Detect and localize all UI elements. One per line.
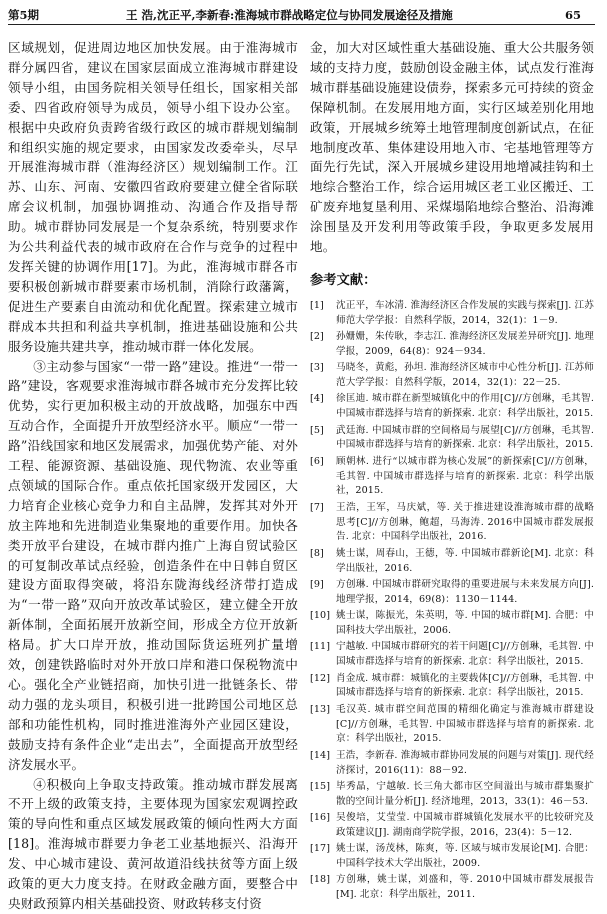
reference-number: [17] [310,843,331,855]
reference-number: [10] [310,610,331,622]
reference-number: [18] [310,874,331,886]
reference-text: 王浩，王军，马庆斌，等. 关于推进建设淮海城市群的战略思考[C]//方创琳，鲍超，马海涛. 2016中国城市群发展报告. 北京：中国科学出版社，2016. [336,501,594,543]
reference-number: [2] [310,331,324,343]
reference-number: [14] [310,749,331,761]
reference-number: [13] [310,703,331,715]
reference-text: 姚士谋，汤茂林，陈爽，等. 区域与城市发展论[M]. 合肥：中国科学技术大学出版社，2009. [336,843,594,870]
reference-item [310,455,594,499]
reference-number: [16] [310,812,331,824]
reference-item [310,424,594,454]
reference-number: [9] [310,578,324,590]
reference-item [310,609,594,639]
reference-text: 宁越敏. 中国城市群研究的若干问题[C]//方创琳，毛其智. 中国城市群选择与培育的新探索. 北京：科学出版社，2015. [336,641,594,668]
reference-text: 王浩，李新春. 淮海城市群协同发展的问题与对策[J]. 现代经济探讨，2016(11)：88－92. [336,749,594,776]
reference-text: 姚士谋，陈振光，朱英明，等. 中国的城市群[M]. 合肥：中国科技大学出版社，2006. [336,610,594,636]
reference-item [310,330,594,360]
reference-text: 沈正平，车冰清. 淮海经济区合作发展的实践与探索[J]. 江苏师范大学学报：自然科学版，2014，32(1)：1－9. [336,299,594,326]
reference-text: 毛汉英. 城市群空间范围的精细化确定与淮海城市群建设[C]//方创琳，毛其智. 中国城市群选择与培育的新探索. 北京：科学出版社，2015. [336,703,594,745]
reference-item [310,640,594,670]
reference-item [310,299,594,329]
reference-text: 孙姗姗，朱传耿，李志江. 淮海经济区发展差异研究[J]. 地理学报，2009，64(8)：924－934. [336,331,594,357]
paragraph: 区域规划，促进周边地区加快发展。由于淮海城市群分属四省，建议在国家层面成立淮海城市群建设领导小组，由国务院相关领导任组长，国家相关部委、四省政府领导为成员，领导小组下设办公室。根据中央政府负责跨省级行政区的城市群规划编制和组织实施的规定要求，由国家发改委牵头，尽早开展淮海城市群（淮海经济区）规划编制工作。江苏、山东、河南、安徽四省政府要建立健全省际联席会议机制，加强协调推动、沟通合作及指导帮助。城市群协同发展是一个复杂系统，特别要求作为公共利益代表的城市政府在合作与竞争的过程中发挥关键的协调作用[17]。为此，淮海城市群各市要积极创新城市群要素市场机制，消除行政藩篱，促进生产要素自由流动和优化配置。探索建立城市群成本共担和利益共享机制，推进基础设施和公共服务设施共建共享，推动城市群一体化发展。 [8,40,298,354]
reference-text: 姚士谋，周春山，王德，等. 中国城市群新论[M]. 北京：科学出版社，2016. [336,547,594,574]
reference-item [310,811,594,841]
page-number: 65 [564,8,581,22]
reference-text: 肖金成. 城市群：城镇化的主要载体[C]//方创琳，毛其智. 中国城市群选择与培育的新探索. 北京：科学出版社，2015. [336,672,594,699]
reference-item [310,672,594,702]
reference-item [310,361,594,391]
left-column [8,38,298,914]
reference-number: [3] [310,362,324,374]
reference-item [310,392,594,422]
reference-item [310,780,594,810]
reference-number: [6] [310,455,324,467]
reference-text: 顾朝林. 进行“以城市群为核心发展”的新探索[C]//方创琳，毛其智. 中国城市群选择与培育的新探索. 北京：科学出版社，2015. [336,455,594,497]
reference-number: [1] [310,299,324,311]
reference-item [310,703,594,747]
reference-item [310,873,594,903]
reference-number: [8] [310,547,324,559]
reference-text: 方创琳，姚士谋，刘盛和，等. 2010中国城市群发展报告[M]. 北京：科学出版社，2011. [336,874,594,901]
reference-item [310,749,594,779]
paragraph: ③主动参与国家“一带一路”建设。推进“一带一路”建设，客观要求淮海城市群各城市充分发挥比较优势，实行更加积极主动的开放战略，加强东中西互动合作，全面提升开放型经济水平。顺应“一带一路”沿线国家和地区发展需求，加强优势产能、对外工程、能源资源、基础设施、现代物流、农业等重点领域的国际合作。重点依托国家级开发园区，大力培育企业核心竞争力和自主品牌，发挥其对外开放主阵地和先进制造业集聚地的重要作用。加快各类开放平台建设，在城市群内推广上海自贸试验区的可复制改革试点经验，创造条件在中日韩自贸区建设方面取得突破，将沿东陇海线经济带打造成为“一带一路”双向开放改革试验区，建立健全开放新体制，全面拓展开放新空间，形成全方位开放新格局。扩大口岸开放，推动国际货运班列扩量增效，创建铁路临时对外开放口岸和港口保税物流中心。强化全产业链招商，加快引进一批链条长、带动力强的龙头项目，积极引进一批跨国公司地区总部和功能性机构，同时推进淮海外产业园区建设，鼓励支持有条件企业“走出去”，全面提高开放型经济发展水平。 [8,358,298,772]
issue-number: 第5期 [8,8,40,22]
running-title: 王 浩,沈正平,李新春:淮海城市群战略定位与协同发展途径及措施 [126,8,453,22]
reference-text: 武廷海. 中国城市群的空间格局与展望[C]//方创琳，毛其智. 中国城市群选择与培育的新探索. 北京：科学出版社，2015. [336,424,594,451]
reference-number: [12] [310,672,331,684]
paragraph: ④积极向上争取支持政策。推动城市群发展离不开上级的政策支持，主要体现为国家宏观调控政策的导向性和重点区域发展政策的倾向性两大方面[18]。淮海城市群要力争老工业基地振兴、沿海开发、中心城市建设、黄河故道沿线扶贫等方面上级政策的更大力度支持。在财政金融方面，要整合中央财政预算内相关基础投资、财政转移支付资 [8,776,298,911]
reference-text: 马晓冬，黄彪，孙坦. 淮海经济区城市中心性分析[J]. 江苏师范大学学报：自然科学版，2014，32(1)：22－25. [336,362,594,389]
running-header [8,6,595,25]
reference-number: [4] [310,393,324,405]
reference-item [310,842,594,872]
references-heading: 参考文献： [310,272,377,288]
reference-list [310,299,594,903]
right-column [310,38,594,905]
reference-text: 徐匡迪. 城市群在新型城镇化中的作用[C]//方创琳，毛其智. 中国城市群选择与培育的新探索. 北京：科学出版社，2015. [336,393,594,420]
reference-item [310,578,594,608]
reference-number: [15] [310,780,331,792]
reference-text: 吴俊培，艾莹莹. 中国城市群城镇化发展水平的比较研究及政策建议[J]. 湖南商学院学报，2016，23(4)：5－12. [336,812,594,838]
reference-item [310,501,594,545]
reference-item [310,547,594,577]
reference-text: 毕秀晶，宁越敏. 长三角大都市区空间溢出与城市群集聚扩散的空间计量分析[J]. 经济地理，2013，33(1)：46－53. [336,780,594,807]
paragraph: 金，加大对区域性重大基础设施、重大公共服务领域的支持力度，鼓励创设金融主体，试点发行淮海城市群基础设施建设债券，探索多元可持续的资金保障机制。在发展用地方面，实行区域差别化用地政策，开展城乡统筹土地管理制度创新试点，在征地制度改革、集体建设用地入市、宅基地管理等方面先行先试，深入开展城乡建设用地增减挂钩和土地综合整治工作，综合运用城区老工业区搬迁、工矿废弃地复垦利用、采煤塌陷地综合整治、沿海滩涂围垦及开发利用等政策手段，争取更多发展用地。 [310,40,594,255]
reference-text: 方创琳. 中国城市群研究取得的重要进展与未来发展方向[J]. 地理学报，2014，69(8)：1130－1144. [336,578,594,605]
reference-number: [7] [310,501,324,513]
reference-number: [5] [310,424,324,436]
reference-number: [11] [310,641,331,653]
